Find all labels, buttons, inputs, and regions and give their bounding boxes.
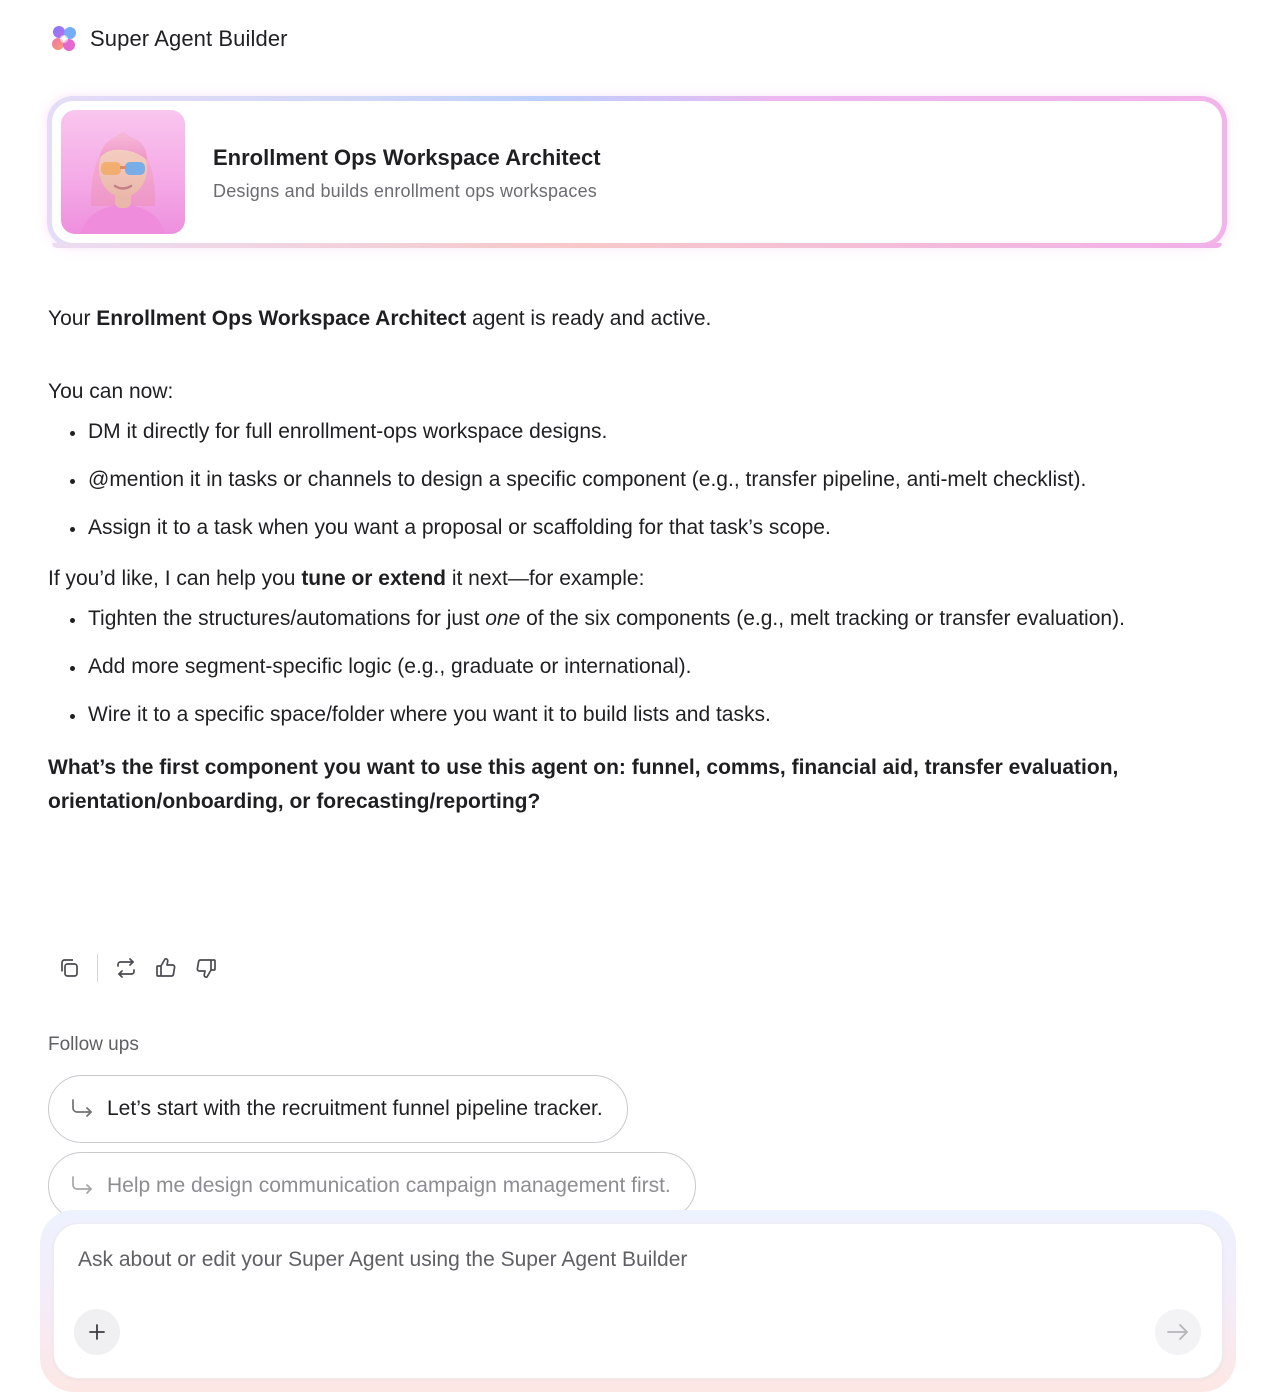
tune-suffix: it next—for example: xyxy=(446,567,645,590)
intro-paragraph xyxy=(48,302,1198,340)
list-item xyxy=(48,602,1198,636)
tune-list xyxy=(48,602,1198,732)
agent-description: Designs and builds enrollment ops workspaces xyxy=(213,180,597,201)
actions-divider xyxy=(97,954,98,982)
list-item: Assign it to a task when you want a proposal or scaffolding for that task’s scope. xyxy=(48,511,1198,545)
message-actions xyxy=(54,952,221,984)
composer-container xyxy=(40,1210,1236,1392)
add-attachment-button[interactable] xyxy=(74,1309,120,1355)
intro-prefix: Your xyxy=(48,307,97,330)
send-button[interactable] xyxy=(1155,1309,1201,1355)
follow-up-question: What’s the first component you want to use this agent on: funnel, comms, financial aid, transfer evaluation, orientation/onboarding, or forecasting/reporting? xyxy=(48,756,1119,813)
copy-icon xyxy=(57,956,81,980)
followups-label: Follow ups xyxy=(48,1034,139,1055)
thumbs-down-button[interactable] xyxy=(191,953,221,983)
reply-arrow-icon xyxy=(69,1174,95,1198)
copy-button[interactable] xyxy=(54,953,84,983)
agent-avatar-portrait xyxy=(61,110,185,234)
agent-card-border xyxy=(47,96,1227,248)
can-now-heading: You can now: xyxy=(48,380,174,403)
thumbs-up-icon xyxy=(154,956,178,980)
thumbs-down-icon xyxy=(194,956,218,980)
intro-agent-name: Enrollment Ops Workspace Architect xyxy=(96,307,467,330)
assistant-message xyxy=(48,302,1198,819)
intro-suffix: agent is ready and active. xyxy=(466,307,712,330)
followup-chip-label: Help me design communication campaign management first. xyxy=(107,1174,671,1197)
list-item: Wire it to a specific space/folder where you want it to build lists and tasks. xyxy=(48,698,1198,732)
followup-chip[interactable] xyxy=(48,1075,628,1143)
list-item: Add more segment-specific logic (e.g., graduate or international). xyxy=(48,650,1198,684)
agent-card[interactable] xyxy=(52,101,1222,243)
agent-name: Enrollment Ops Workspace Architect xyxy=(213,144,601,170)
app-title: Super Agent Builder xyxy=(90,26,288,51)
plus-icon xyxy=(86,1321,108,1343)
list-item: @mention it in tasks or channels to design a specific component (e.g., transfer pipeline, anti-melt checklist). xyxy=(48,463,1198,497)
thumbs-up-button[interactable] xyxy=(151,953,181,983)
list-item: DM it directly for full enrollment-ops workspace designs. xyxy=(48,415,1198,449)
can-now-list xyxy=(48,415,1198,545)
agent-avatar xyxy=(61,110,185,234)
message-input[interactable] xyxy=(78,1248,1198,1272)
tune-item-prefix: Tighten the structures/automations for just xyxy=(88,607,486,630)
regenerate-icon xyxy=(114,956,138,980)
arrow-right-icon xyxy=(1165,1321,1191,1343)
tune-item-suffix: of the six components (e.g., melt tracking or transfer evaluation). xyxy=(520,607,1125,630)
super-agent-logo-icon xyxy=(48,23,80,55)
app-header xyxy=(48,22,288,56)
composer xyxy=(53,1223,1223,1379)
followup-chip-label: Let’s start with the recruitment funnel pipeline tracker. xyxy=(107,1097,603,1120)
agent-info xyxy=(213,143,601,202)
tune-paragraph xyxy=(48,562,1198,596)
reply-arrow-icon xyxy=(69,1097,95,1121)
regenerate-button[interactable] xyxy=(111,953,141,983)
tune-bold: tune or extend xyxy=(301,567,446,590)
tune-item-emphasis: one xyxy=(485,607,521,630)
tune-prefix: If you’d like, I can help you xyxy=(48,567,302,590)
